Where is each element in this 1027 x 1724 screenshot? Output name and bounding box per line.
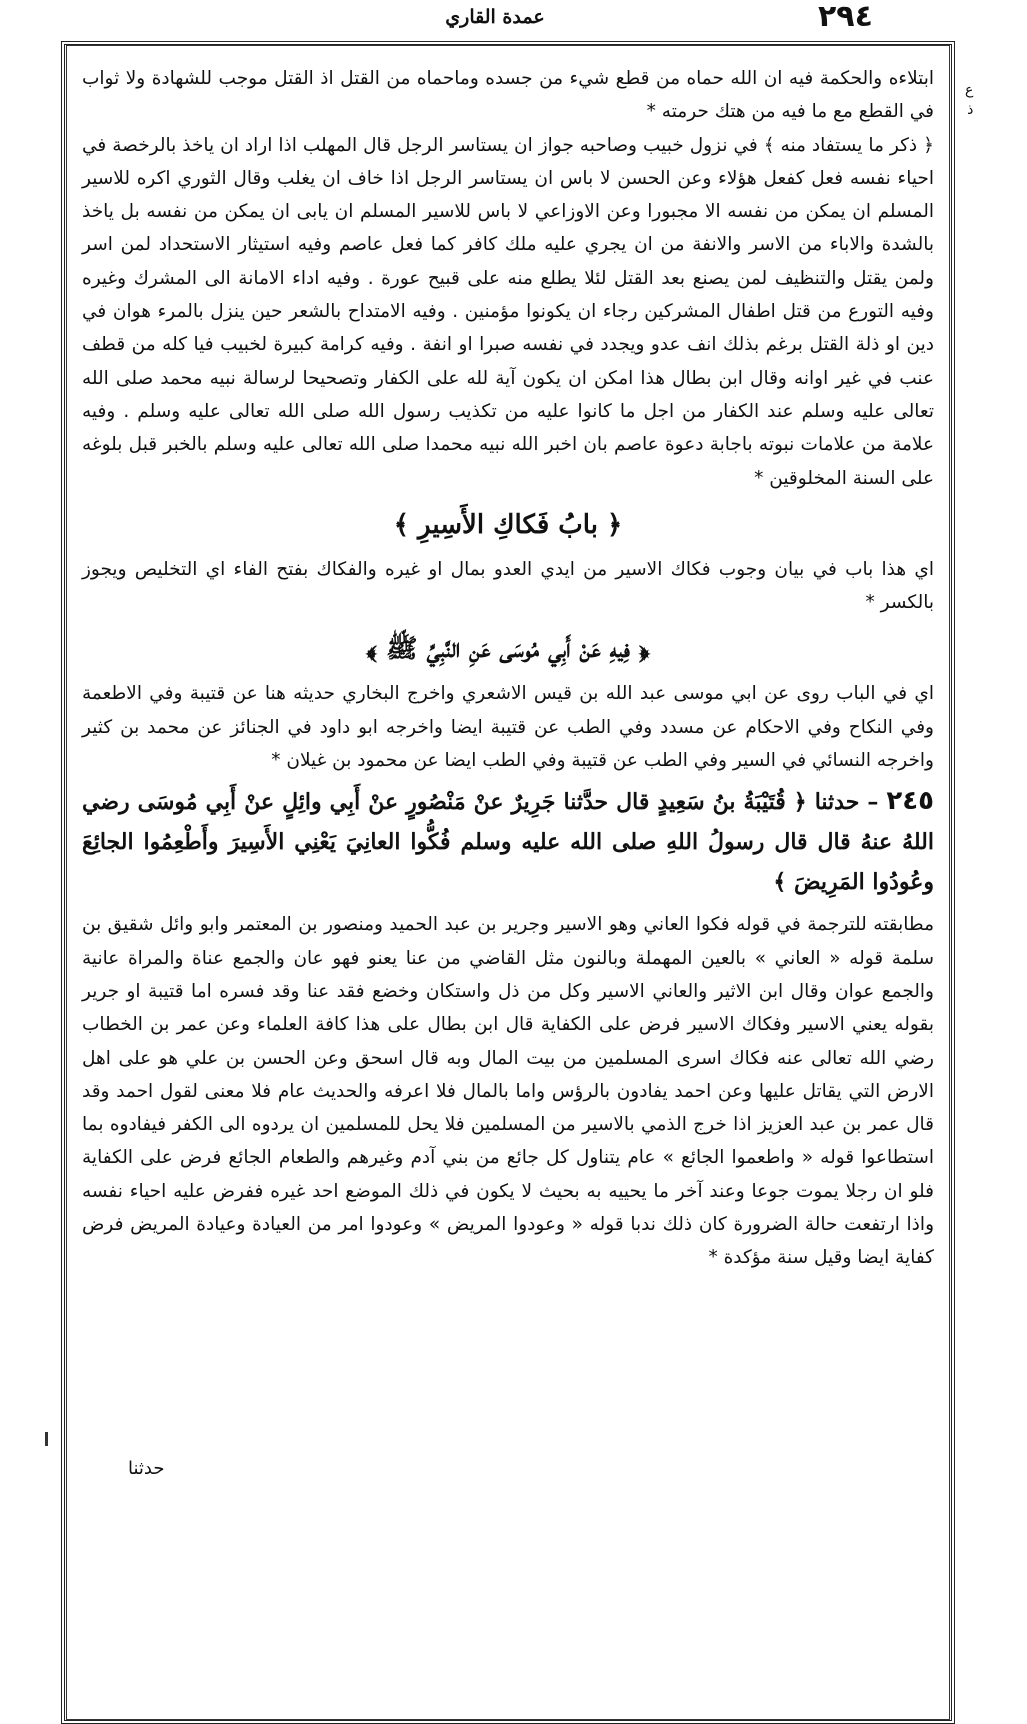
margin-note: ع ذ: [965, 82, 974, 118]
hadith-number: ٢٤٥: [886, 786, 934, 817]
catchword: حدثنا: [128, 1458, 165, 1479]
margin-mark: [45, 1432, 48, 1446]
paragraph-narrations: اي في الباب روى عن ابي موسى عبد الله بن قيس الاشعري واخرج البخاري حديثه هنا عن قتيبة وفي الاطعمة وفي النكاح وفي الاحكام عن مسدد وفي الطب عن قتيبة ايضا واخرجه ابو داود في الجنائز عن محمد بن كثير واخرجه النسائي في السير وفي الطب عن قتيبة وفي الطب ايضا عن محمود بن غيلان *: [82, 683, 934, 772]
chapter-heading-narrator: ﴿ فِيهِ عَنْ أَبِي مُوسَى عَنِ النَّبِيِّ ﷺ ﴾: [366, 634, 650, 665]
hadith-text: حدثنا ﴿ قُتَيْبَةُ بنُ سَعِيدٍ قال حدَّثنا جَرِيرٌ عنْ مَنْصُورٍ عنْ أَبِي وائِلٍ عنْ أَبِي مُوسَى رضي اللهُ عنهُ قال قال رسولُ اللهِ صلى الله عليه وسلم فُكُّوا العانِيَ يَعْنِي الأَسِيرَ وأَطْعِمُوا الجائِعَ وعُودُوا المَرِيضَ ﴾: [82, 789, 934, 896]
paragraph-commentary: مطابقته للترجمة في قوله فكوا العاني وهو الاسير وجرير بن عبد الحميد ومنصور بن المعتمر وابو وائل شقيق بن سلمة قوله « العاني » بالعين المهملة وبالنون مثل القاضي من عنا يعنو فهو عان والجمع عناة والمراة عانية والجمع عوان وقال ابن الاثير والعاني الاسير وكل من ذل واستكان وخضع فقد عنا وقد فسره اما قتيبة او جرير بقوله يعني الاسير وفكاك الاسير فرض على الكفاية قال ابن بطال على هذا كافة العلماء وعن عمر بن الخطاب رضي الله تعالى عنه فكاك اسرى المسلمين من بيت المال وبه قال اسحق وعن الحسن بن علي هو على اهل الارض التي يقاتل عليها وعن احمد يفادون بالرؤس واما بالمال فلا اعرفه والحديث عام فلا معنى لقول احمد وقد قال عمر بن عبد العزيز اذا خرج الذمي بالاسير من المسلمين فلا يحل للمسلمين ان يردوه الى الكفر فيفادوه بما استطاعوا قوله « واطعموا الجائع » عام يتناول كل جائع من بني آدم وغيرهم والطعام الجائع فرض على الكفاية فلو ان رجلا يموت جوعا وعند آخر ما يحييه به بحيث لا يكون في ذلك الموضع احد غيره ففرض عليه احياء نفسه واذا ارتفعت حالة الضرورة كان ذلك ندبا قوله « وعودوا المريض » وعودوا امر من العيادة وعيادة المريض فرض كفاية ايضا وقيل سنة مؤكدة *: [82, 914, 934, 1269]
paragraph-chapter-explanation: اي هذا باب في بيان وجوب فكاك الاسير من ايدي العدو بمال او غيره والفكاك بفتح الفاء اي التخليص ويجوز بالكسر *: [82, 558, 934, 614]
hadith-block: [82, 781, 934, 902]
paragraph-benefits: ﴿ ذكر ما يستفاد منه ﴾ في نزول خبيب وصاحبه جواز ان يستاسر الرجل قال المهلب اذا اراد ان ياخذ بالرخصة في احياء نفسه فعل كفعل هؤلاء وعن الحسن لا باس ان يستاسر الرجل اذا خاف ان يغلب وقال الثوري اكره للاسير المسلم ان يمكن من نفسه الا مجبورا وعن الاوزاعي لا باس للاسير المسلم ان يابى ان يمكن من نفسه بل ياخذ بالشدة والاباء من الاسر والانفة من ان يجري عليه ملك كافر كما فعل عاصم وفيه استيثار الاستحداد لمن اسر ولمن يقتل والتنظيف لمن يصنع بعد القتل لئلا يطلع منه على قبيح عورة . وفيه اداء الامانة الى المشرك وغيره وفيه التورع من قتل اطفال المشركين رجاء ان يكونوا مؤمنين . وفيه الامتداح بالشعر حين ينزل بالمرء هوان في دين او ذلة القتل برغم بذلك انف عدو ويجدد في نفسه صبرا او انفة . وفيه كرامة كبيرة لخبيب فيا كله من قطف عنب في غير اوانه وقال ابن بطال هذا امكن ان يكون آية لله على الكفار وتصحيحا لرسالة نبيه محمد صلى الله تعالى عليه وسلم عند الكفار من اجل ما كانوا عليه من تكذيب رسول الله صلى الله تعالى عليه وسلم . وفيه علامة من علامات نبوته باجابة دعوة عاصم بان اخبر الله نبيه محمدا صلى الله تعالى عليه وسلم بالخبر قبل بلوغه على السنة المخلوقين *: [82, 134, 934, 489]
paragraph-intro: ابتلاءه والحكمة فيه ان الله حماه من قطع شيء من جسده وماحماه من القتل اذ القتل موجب للشهادة ولا ثواب في القطع مع ما فيه من هتك حرمته *: [82, 68, 934, 123]
hadith-dash: –: [859, 789, 879, 816]
page-header: [0, 0, 1027, 34]
chapter-heading-ransom-captive: ﴿ بابُ فَكاكِ الأَسِيرِ ﴾: [393, 509, 623, 540]
page-body: [82, 62, 934, 1275]
running-title: عمدة القاري: [445, 6, 545, 28]
page-number: ٢٩٤: [818, 0, 873, 34]
